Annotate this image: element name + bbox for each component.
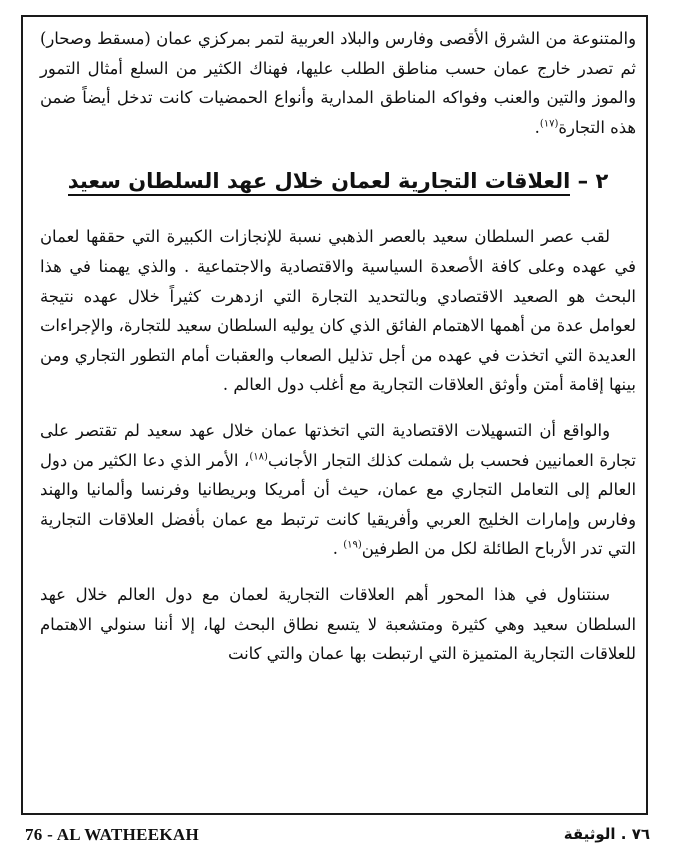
footnote-ref-18: (١٨) xyxy=(249,451,268,463)
paragraph-gap xyxy=(40,564,636,580)
footer-page-number-english: 76 - AL WATHEEKAH xyxy=(25,825,200,844)
paragraph-1 xyxy=(40,24,636,142)
paragraph-3-text-a: والواقع أن التسهيلات الاقتصادية التي اتخذتها عمان خلال عهد سعيد لم تقتصر على تجارة العمانيين فحسب بل شملت كذلك التجار الأجانب xyxy=(40,420,636,470)
section-heading xyxy=(40,164,636,198)
section-number: ٢ – xyxy=(577,169,609,194)
paragraph-1-end: . xyxy=(534,117,540,137)
paragraph-4: سنتناول في هذا المحور أهم العلاقات التجارية لعمان مع دول العالم خلال عهد السلطان سعيد وهي كثيرة ومتشعبة لا يتسع نطاق البحث لها، إلا أننا سنولي الاهتمام للعلاقات التجارية المتميزة التي ارتبطت بها عمان والتي كانت xyxy=(40,584,636,664)
paragraph-3-text-b: ، الأمر الذي دعا الكثير من دول العالم إلى التعامل التجاري مع عمان، حيث أن أمريكا وبريطانيا وفرنسا وألمانيا والهند وفارس وإمارات الخليج العربي وأفريقيا كانت ترتبط مع عمان بأفضل العلاقات التجارية التي تدر الأرباح الطائلة لكل من الطرفين xyxy=(40,450,636,559)
footnote-ref-19: (١٩) xyxy=(343,539,362,551)
section-title: العلاقات التجارية لعمان خلال عهد السلطان سعيد xyxy=(68,169,571,196)
footer-page-number-arabic: ٧٦ . الوثيقة xyxy=(563,825,650,843)
paragraph-1-text: والمتنوعة من الشرق الأقصى وفارس والبلاد العربية لتمر بمركزي عمان (مسقط وصحار) ثم تصدر خارج عمان حسب مناطق الطلب عليها، فهناك الكثير من السلع أمثال التمور والموز والتين والعنب وفواكه المناطق المدارية وأنواع الحمضيات كانت تدخل أيضاً ضمن هذه التجارة xyxy=(40,29,636,137)
paragraph-3-end: . xyxy=(332,539,338,559)
footnote-ref-17: (١٧) xyxy=(539,118,559,130)
page-footer xyxy=(25,825,650,849)
article-body xyxy=(40,24,636,669)
paragraph-2: لقب عصر السلطان سعيد بالعصر الذهبي نسبة للإنجازات الكبيرة التي حققها لعمان في عهده وعلى كافة الأصعدة السياسية والاقتصادية والاجتماعية . والذي يهمنا في هذا البحث هو الصعيد الاقتصادي وبالتحديد التجارة التي ازدهرت كثيراً خلال عهده نتيجة لعوامل عدة من أهمها الاهتمام الفائق الذي كان يوليه السلطان سعيد للتجارة، والإجراءات العديدة التي اتخذت في عهده من أجل تذليل الصعاب والعقبات أمام التطور التجاري ومن بينها إقامة أمتن وأوثق العلاقات التجارية مع أغلب دول العالم . xyxy=(40,227,636,395)
paragraph-3 xyxy=(40,416,636,564)
paragraph-gap xyxy=(40,400,636,416)
